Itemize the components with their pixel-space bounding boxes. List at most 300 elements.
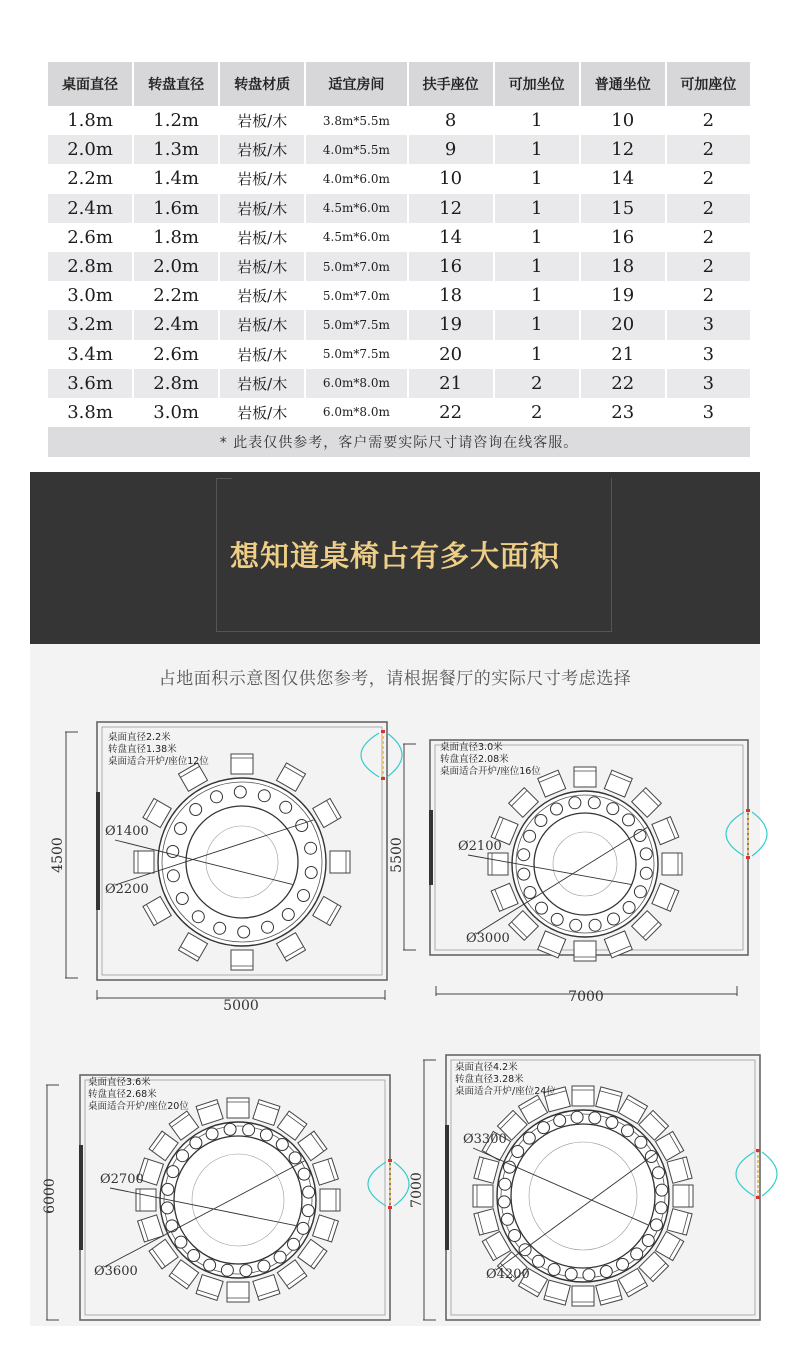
hotpot-hole <box>238 926 250 938</box>
cell-material: 岩板/木 <box>220 135 306 164</box>
chair-seat <box>330 851 350 873</box>
hotpot-hole <box>606 1117 618 1129</box>
floor-plan-3 <box>42 1075 409 1320</box>
cell-table-diameter: 2.8m <box>48 252 134 281</box>
door-arc <box>387 733 402 777</box>
hotpot-hole <box>305 867 317 879</box>
chair-seat <box>596 1280 622 1305</box>
cell-table-diameter: 2.0m <box>48 135 134 164</box>
cell-extra-seats-a: 1 <box>495 194 581 223</box>
cell-table-diameter: 3.6m <box>48 369 134 398</box>
cell-turntable-diameter: 1.6m <box>134 194 220 223</box>
cell-armchair-seats: 21 <box>409 369 495 398</box>
chair-seat <box>227 1282 249 1302</box>
plan-info-line: 桌面适合开炉/座位24位 <box>455 1086 556 1097</box>
hotpot-hole <box>655 1202 667 1214</box>
floor-plan-2 <box>389 740 767 1005</box>
hotpot-hole <box>631 1248 643 1260</box>
door-mark <box>746 809 750 812</box>
col-turntable-material: 转盘材质 <box>220 62 306 106</box>
hotpot-hole <box>167 870 179 882</box>
cell-armchair-seats: 10 <box>409 164 495 193</box>
hotpot-hole <box>177 1150 189 1162</box>
chair <box>572 1086 594 1106</box>
hotpot-hole <box>634 886 646 898</box>
hotpot-hole <box>204 1259 216 1271</box>
cell-room-size: 6.0m*8.0m <box>306 398 408 427</box>
cell-turntable-diameter: 2.8m <box>134 369 220 398</box>
hotpot-hole <box>617 1258 629 1270</box>
cell-room-size: 4.0m*5.5m <box>306 135 408 164</box>
chair <box>227 1282 249 1302</box>
hotpot-hole <box>589 919 601 931</box>
cell-extra-seats-b: 2 <box>667 135 750 164</box>
hotpot-hole <box>498 1196 510 1208</box>
chair-seat <box>253 1275 280 1301</box>
door-mark <box>756 1196 760 1199</box>
hotpot-hole <box>535 815 547 827</box>
hotpot-hole <box>583 1269 595 1281</box>
chair-seat <box>196 1100 223 1126</box>
chair <box>596 1280 622 1305</box>
cell-material: 岩板/木 <box>220 398 306 427</box>
hotpot-hole <box>589 1112 601 1124</box>
chair <box>313 1158 339 1185</box>
hotpot-hole <box>518 849 530 861</box>
hotpot-hole <box>258 790 270 802</box>
hotpot-hole <box>282 909 294 921</box>
chair <box>330 851 350 873</box>
chair <box>667 1157 692 1183</box>
chair-seat <box>604 770 632 797</box>
plan-info-line: 转盘直径2.68米 <box>88 1089 157 1100</box>
cell-material: 岩板/木 <box>220 164 306 193</box>
room-height-label: 6000 <box>42 1178 58 1214</box>
cell-extra-seats-b: 2 <box>702 285 715 307</box>
cell-room-size: 4.5m*6.0m <box>306 223 408 252</box>
hotpot-hole <box>640 867 652 879</box>
chair-seat <box>474 1157 499 1183</box>
turntable-diameter-label: Ø1400 <box>105 824 149 839</box>
plan-info-line: 转盘直径2.08米 <box>440 754 509 765</box>
hotpot-hole <box>538 1122 550 1134</box>
hotpot-hole <box>166 1220 178 1232</box>
cell-normal-seats: 20 <box>581 310 667 339</box>
hotpot-hole <box>523 1132 535 1144</box>
col-extra-seats-b: 可加座位 <box>667 62 750 106</box>
floor-plan-4 <box>409 1055 777 1320</box>
chair <box>253 1275 280 1301</box>
cell-extra-seats-b: 2 <box>702 226 715 248</box>
chair-seat <box>574 941 596 961</box>
hotpot-hole <box>190 804 202 816</box>
cell-turntable-diameter: 1.8m <box>134 223 220 252</box>
chair-seat <box>652 883 679 911</box>
table-diameter-label: Ø4200 <box>486 1267 530 1282</box>
chair <box>538 931 566 958</box>
chair <box>196 1100 223 1126</box>
hotpot-hole <box>608 913 620 925</box>
hotpot-hole <box>214 922 226 934</box>
cell-extra-seats-b: 3 <box>667 369 750 398</box>
plan-info-line: 桌面适合开炉/座位20位 <box>88 1101 189 1112</box>
hotpot-hole <box>509 1230 521 1242</box>
cell-normal-seats: 22 <box>581 369 667 398</box>
hotpot-hole <box>305 842 317 854</box>
chair <box>196 1275 223 1301</box>
cell-material: 岩板/木 <box>220 310 306 339</box>
hotpot-hole <box>176 893 188 905</box>
hotpot-hole <box>188 1250 200 1262</box>
chair-seat <box>136 1189 156 1211</box>
chair-seat <box>134 851 154 873</box>
hotpot-hole <box>206 1128 218 1140</box>
door-arc <box>368 1162 386 1206</box>
chair-seat <box>667 1209 692 1235</box>
hotpot-hole <box>243 1124 255 1136</box>
chair <box>574 941 596 961</box>
turntable <box>174 1136 302 1264</box>
hotpot-hole <box>554 1115 566 1127</box>
hotpot-hole <box>565 1268 577 1280</box>
cell-material: 岩板/木 <box>220 223 306 252</box>
banner-title: 想知道桌椅占有多大面积 <box>229 539 560 573</box>
table-diameter-label: Ø3600 <box>94 1264 138 1279</box>
cell-table-diameter: 3.8m <box>48 398 134 427</box>
cell-armchair-seats: 14 <box>409 223 495 252</box>
chair <box>231 950 253 970</box>
hotpot-hole <box>499 1178 511 1190</box>
cell-armchair-seats: 12 <box>409 194 495 223</box>
hotpot-hole <box>569 797 581 809</box>
hotpot-hole <box>634 830 646 842</box>
hotpot-hole <box>502 1213 514 1225</box>
chair <box>473 1185 493 1207</box>
hotpot-hole <box>524 887 536 899</box>
door-arc <box>361 733 379 777</box>
cell-turntable-diameter: 2.0m <box>134 252 220 281</box>
chair <box>134 851 154 873</box>
turntable-diameter-label: Ø2700 <box>100 1172 144 1187</box>
chair <box>572 1286 594 1306</box>
cell-extra-seats-a: 1 <box>495 281 581 310</box>
chair-seat <box>313 1215 339 1242</box>
cell-normal-seats: 15 <box>581 194 667 223</box>
hotpot-hole <box>298 1168 310 1180</box>
chair-seat <box>231 754 253 774</box>
chair <box>313 1215 339 1242</box>
hotpot-hole <box>640 848 652 860</box>
cell-room-size: 4.0m*6.0m <box>306 164 408 193</box>
table-diameter-label: Ø2200 <box>105 882 149 897</box>
cell-extra-seats-b: 2 <box>667 194 750 223</box>
cell-turntable-diameter: 1.3m <box>134 135 220 164</box>
cell-room-size: 5.0m*7.0m <box>306 281 408 310</box>
hotpot-hole <box>570 919 582 931</box>
cell-normal-seats: 14 <box>581 164 667 193</box>
door-arc <box>752 812 767 856</box>
col-room-size: 适宜房间 <box>306 62 408 106</box>
hotpot-hole <box>289 1152 301 1164</box>
hotpot-hole <box>536 902 548 914</box>
cell-table-diameter: 3.2m <box>48 310 134 339</box>
chair <box>491 883 518 911</box>
hotpot-hole <box>656 1184 668 1196</box>
cell-extra-seats-a: 2 <box>495 398 581 427</box>
hotpot-hole <box>622 1125 634 1137</box>
cell-armchair-seats: 19 <box>409 310 495 339</box>
col-armchair-seats: 扶手座位 <box>409 62 495 106</box>
cell-turntable-diameter: 1.4m <box>134 164 220 193</box>
cell-armchair-seats: 22 <box>409 398 495 427</box>
hotpot-hole <box>548 1264 560 1276</box>
cell-turntable-diameter: 2.6m <box>134 340 220 369</box>
cell-armchair-seats: 20 <box>409 340 495 369</box>
cell-table-diameter: 2.6m <box>48 223 134 252</box>
col-extra-seats-a: 可加坐位 <box>495 62 581 106</box>
cell-table-diameter: 2.4m <box>48 194 134 223</box>
cell-normal-seats: 19 <box>581 281 667 310</box>
hotpot-hole <box>258 1260 270 1272</box>
cell-table-diameter: 3.0m <box>48 281 134 310</box>
cell-room-size: 3.8m*5.5m <box>306 106 408 135</box>
cell-turntable-diameter: 1.2m <box>134 106 220 135</box>
turntable-diameter-label: Ø3300 <box>463 1132 507 1147</box>
hotpot-hole <box>167 1166 179 1178</box>
chair-seat <box>662 853 682 875</box>
chair <box>662 853 682 875</box>
hotpot-hole <box>175 1236 187 1248</box>
hotpot-hole <box>276 1139 288 1151</box>
hotpot-hole <box>512 1146 524 1158</box>
cell-extra-seats-b: 3 <box>702 401 715 423</box>
cell-table-diameter: 3.4m <box>48 340 134 369</box>
room-width-label: 7000 <box>568 989 604 1005</box>
hotpot-hole <box>175 823 187 835</box>
chair <box>667 1209 692 1235</box>
cell-material: 岩板/木 <box>220 106 306 135</box>
hotpot-hole <box>623 814 635 826</box>
chair-seat <box>538 770 566 797</box>
chair-seat <box>196 1275 223 1301</box>
chair-seat <box>596 1087 622 1112</box>
cell-extra-seats-a: 1 <box>495 135 581 164</box>
plan-info-line: 转盘直径3.28米 <box>455 1074 524 1085</box>
room-width-label: 5000 <box>223 998 259 1014</box>
hotpot-hole <box>190 1137 202 1149</box>
chair <box>652 817 679 845</box>
door-mark <box>381 777 385 780</box>
chair-seat <box>574 767 596 787</box>
turntable-diameter-label: Ø2100 <box>458 839 502 854</box>
cell-armchair-seats: 16 <box>409 252 495 281</box>
plan-info-line: 转盘直径1.38米 <box>108 744 177 755</box>
door-arc <box>736 1152 754 1196</box>
hotpot-hole <box>651 1219 663 1231</box>
cell-armchair-seats: 8 <box>409 106 495 135</box>
turntable <box>534 813 636 915</box>
cell-normal-seats: 21 <box>581 340 667 369</box>
hotpot-hole <box>623 902 635 914</box>
cell-normal-seats: 12 <box>581 135 667 164</box>
chair <box>488 853 508 875</box>
chair <box>253 1100 280 1126</box>
diagram-subtitle: 占地面积示意图仅供您参考，请根据餐厅的实际尺寸考虑选择 <box>158 669 632 689</box>
cell-extra-seats-a: 2 <box>495 369 581 398</box>
room-height-label: 4500 <box>50 837 66 873</box>
hotpot-hole <box>302 1205 314 1217</box>
hotpot-hole <box>161 1202 173 1214</box>
chair-seat <box>474 1209 499 1235</box>
table-note: * 此表仅供参考，客户需要实际尺寸请咨询在线客服。 <box>48 427 750 457</box>
chair-seat <box>313 1158 339 1185</box>
hotpot-hole <box>262 921 274 933</box>
hotpot-hole <box>298 890 310 902</box>
door-mark <box>388 1159 392 1162</box>
hotpot-hole <box>288 1238 300 1250</box>
hotpot-hole <box>571 1111 583 1123</box>
hotpot-hole <box>533 1255 545 1267</box>
cell-extra-seats-a: 1 <box>495 106 581 135</box>
cell-material: 岩板/木 <box>220 340 306 369</box>
hotpot-hole <box>192 911 204 923</box>
cell-normal-seats: 10 <box>581 106 667 135</box>
hotpot-hole <box>551 913 563 925</box>
cell-normal-seats: 18 <box>581 252 667 281</box>
cell-extra-seats-a: 1 <box>495 252 581 281</box>
cell-armchair-seats: 18 <box>409 281 495 310</box>
chair-seat <box>572 1286 594 1306</box>
chair <box>673 1185 693 1207</box>
cell-material: 岩板/木 <box>220 252 306 281</box>
chair <box>474 1157 499 1183</box>
room-height-label: 5500 <box>389 837 405 873</box>
cell-extra-seats-b: 3 <box>667 310 750 339</box>
hotpot-hole <box>504 1161 516 1173</box>
chair <box>604 770 632 797</box>
cell-table-diameter: 1.8m <box>48 106 134 135</box>
cell-extra-seats-b: 2 <box>667 252 750 281</box>
hotpot-hole <box>224 1123 236 1135</box>
chair-seat <box>488 853 508 875</box>
cell-extra-seats-b: 2 <box>702 110 715 132</box>
hotpot-hole <box>635 1136 647 1148</box>
hotpot-hole <box>234 786 246 798</box>
chair-seat <box>227 1098 249 1118</box>
cell-room-size: 5.0m*7.5m <box>306 310 408 339</box>
chair <box>544 1280 570 1305</box>
cell-material: 岩板/木 <box>220 194 306 223</box>
chair-seat <box>320 1189 340 1211</box>
cell-turntable-diameter: 2.2m <box>134 281 220 310</box>
hotpot-hole <box>653 1167 665 1179</box>
hotpot-hole <box>518 868 530 880</box>
door-arc <box>394 1162 409 1206</box>
cell-extra-seats-b: 3 <box>702 343 715 365</box>
chair-seat <box>253 1100 280 1126</box>
col-turntable-diameter: 转盘直径 <box>134 62 220 106</box>
room-height-label: 7000 <box>409 1172 425 1208</box>
chair <box>227 1098 249 1118</box>
cell-table-diameter: 2.2m <box>48 164 134 193</box>
cell-room-size: 5.0m*7.5m <box>306 340 408 369</box>
hotpot-hole <box>303 1186 315 1198</box>
chair <box>574 767 596 787</box>
door-mark <box>746 856 750 859</box>
table-diameter-label: Ø3000 <box>466 931 510 946</box>
door-mark <box>388 1206 392 1209</box>
plan-info-line: 桌面适合开炉/座位16位 <box>440 766 541 777</box>
door-mark <box>756 1149 760 1152</box>
plan-info-line: 桌面直径3.0米 <box>440 742 503 753</box>
cell-extra-seats-a: 1 <box>495 310 581 339</box>
cell-normal-seats: 16 <box>581 223 667 252</box>
hotpot-hole <box>642 1235 654 1247</box>
chair <box>320 1189 340 1211</box>
cell-armchair-seats: 9 <box>409 135 495 164</box>
hotpot-hole <box>221 1264 233 1276</box>
cell-extra-seats-a: 1 <box>495 340 581 369</box>
door-mark <box>381 730 385 733</box>
hotpot-hole <box>297 1222 309 1234</box>
hotpot-hole <box>274 1251 286 1263</box>
plan-info-line: 桌面适合开炉/座位12位 <box>108 756 209 767</box>
cell-room-size: 6.0m*8.0m <box>306 369 408 398</box>
col-normal-seats: 普通坐位 <box>581 62 667 106</box>
hotpot-hole <box>588 797 600 809</box>
chair <box>474 1209 499 1235</box>
cell-normal-seats: 23 <box>581 398 667 427</box>
hotpot-hole <box>280 801 292 813</box>
chair <box>136 1189 156 1211</box>
door-arc <box>726 812 744 856</box>
hotpot-hole <box>607 803 619 815</box>
chair-seat <box>673 1185 693 1207</box>
hotpot-hole <box>260 1129 272 1141</box>
chair <box>604 931 632 958</box>
cell-extra-seats-b: 2 <box>702 168 715 190</box>
chair <box>231 754 253 774</box>
chair-seat <box>538 931 566 958</box>
col-table-diameter: 桌面直径 <box>48 62 134 106</box>
cell-extra-seats-a: 1 <box>495 164 581 193</box>
chair <box>652 883 679 911</box>
hotpot-hole <box>524 830 536 842</box>
hotpot-hole <box>600 1266 612 1278</box>
chair-seat <box>572 1086 594 1106</box>
chair-seat <box>652 817 679 845</box>
chair-seat <box>473 1185 493 1207</box>
plan-info-line: 桌面直径4.2米 <box>455 1062 518 1073</box>
chair-seat <box>491 883 518 911</box>
cell-turntable-diameter: 3.0m <box>134 398 220 427</box>
hotpot-hole <box>240 1265 252 1277</box>
chair-seat <box>604 931 632 958</box>
chair-seat <box>231 950 253 970</box>
cell-extra-seats-a: 1 <box>495 223 581 252</box>
hotpot-hole <box>162 1183 174 1195</box>
cell-turntable-diameter: 2.4m <box>134 310 220 339</box>
cell-material: 岩板/木 <box>220 369 306 398</box>
plan-info-line: 桌面直径2.2米 <box>108 732 171 743</box>
chair <box>538 770 566 797</box>
floor-plan-1 <box>50 722 402 1014</box>
hotpot-hole <box>551 803 563 815</box>
cell-room-size: 5.0m*7.0m <box>306 252 408 281</box>
plan-info-line: 桌面直径3.6米 <box>88 1077 151 1088</box>
chair-seat <box>667 1157 692 1183</box>
cell-material: 岩板/木 <box>220 281 306 310</box>
